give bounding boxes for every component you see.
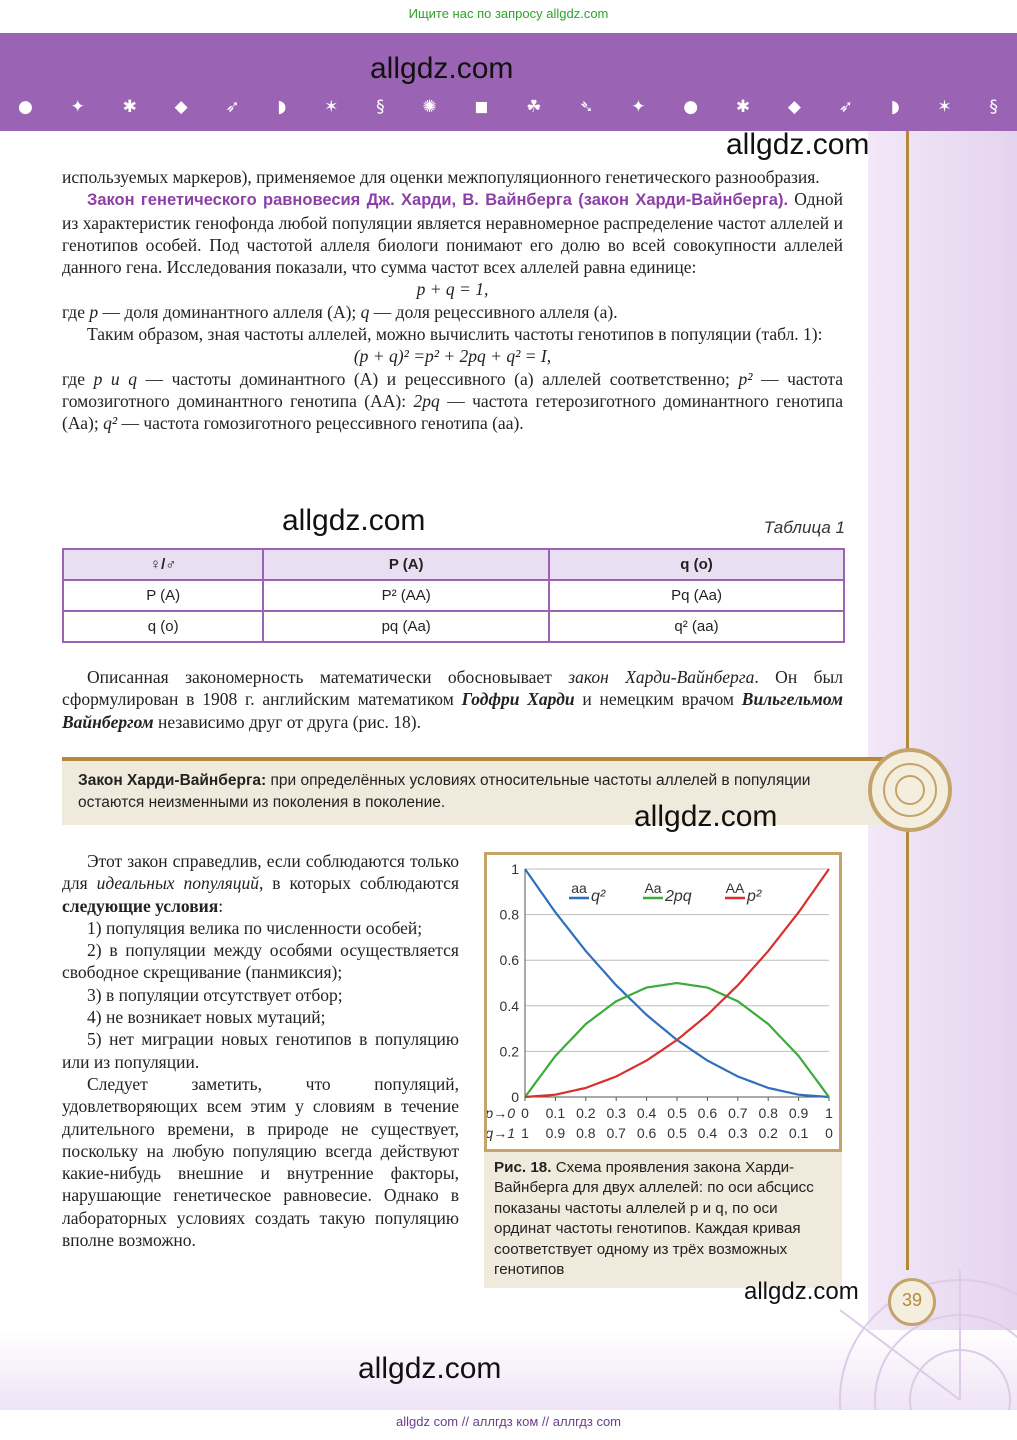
p-tick-label: 0.2 — [576, 1105, 596, 1121]
elk-icon: ◆ — [787, 97, 801, 117]
boar-icon: ● — [18, 97, 33, 117]
paragraph: где p и q — частоты доминантного (А) и рецессивного (а) аллелей соответственно; p² — частота гомозиготного доминантного генотипа (АА): 2pq — частота гетерозиготного доминантного генотипа (Аа); q² — частота гомозиготного рецессивного генотипа (аа). — [62, 368, 844, 434]
legend-formula: p² — [747, 888, 762, 905]
p-tick-label: 0.6 — [697, 1105, 718, 1121]
table-header-cell: ♀/♂ — [63, 549, 263, 580]
y-tick-label: 0.4 — [499, 997, 519, 1014]
conditions-text — [62, 850, 459, 1251]
watermark: allgdz.com — [726, 128, 870, 161]
q-tick-label: 0.8 — [576, 1125, 596, 1141]
watermark: allgdz.com — [282, 504, 426, 537]
y-tick-label: 0.8 — [499, 906, 519, 923]
butterfly-icon: ✦ — [70, 97, 85, 117]
paragraph: Этот закон справедлив, если соблюдаются только для идеальных популяций, в которых соблюдаются следующие условия: — [62, 851, 459, 916]
genotype-table — [62, 548, 845, 643]
butterfly-icon: ✦ — [631, 97, 646, 117]
q-tick-label: 0.5 — [667, 1125, 687, 1141]
figure-label: Рис. 18. — [494, 1159, 552, 1176]
q-axis-label: q→1 — [487, 1125, 515, 1141]
bull-icon: ◼ — [474, 97, 489, 117]
chart-svg — [487, 855, 839, 1149]
p-tick-label: 0.9 — [788, 1105, 809, 1121]
seahorse-icon: § — [376, 97, 385, 117]
table-header-cell: P (A) — [263, 549, 549, 580]
paragraph: Таким образом, зная частоты аллелей, можно вычислить частоты генотипов в популяции (табл. 1): — [87, 324, 823, 345]
q-tick-label: 0.6 — [636, 1125, 657, 1141]
q-tick-label: 0.4 — [697, 1125, 718, 1141]
law-title: Закон Харди-Вайнберга: — [78, 772, 267, 789]
legend-formula: 2pq — [665, 888, 692, 905]
figure-caption — [494, 1158, 839, 1280]
legend-formula: q² — [591, 888, 606, 905]
q-tick-label: 0.7 — [606, 1125, 626, 1141]
paragraph — [62, 188, 843, 278]
paragraph: Описанная закономерность математически обосновывает закон Харди-Вайнберга. Он был сформулирован в 1908 г. английским математиком Годфри Харди и немецким врачом Вильгельмом Вайнбергом независимо друг от друга (рис. 18). — [62, 667, 844, 732]
bee-icon: ✺ — [422, 97, 437, 117]
top-note: Ищите нас по запросу allgdz.com — [408, 6, 609, 21]
monkey-icon: ☘ — [526, 97, 542, 117]
legend-genotype: AA — [725, 880, 745, 896]
p-tick-label: 0.8 — [758, 1105, 778, 1121]
scorpion-icon: ✱ — [735, 97, 751, 117]
formula: (p + q)² =p² + 2pq + q² = I, — [353, 346, 552, 367]
margin-line — [906, 131, 909, 751]
margin-line — [906, 830, 909, 1270]
paragraph: используемых маркеров), применяемое для оценки межпопуляционного генетического разнообразия. — [62, 167, 820, 187]
lizard-icon: ➴ — [579, 97, 594, 117]
table-cell: P (A) — [63, 580, 263, 611]
footer: allgdz com // аллгдз ком // аллгдз com — [395, 1414, 622, 1429]
q-tick-label: 0.2 — [758, 1125, 778, 1141]
page-number: 39 — [901, 1290, 923, 1310]
table-caption: Таблица 1 — [763, 518, 845, 537]
bird-icon: ➶ — [838, 97, 853, 117]
paragraph: Следует заметить, что популяций, удовлетворяющих всем этим у словиям в течение длительного времени, в природе не существует, поскольку на любую популяцию всегда действуют какие-нибудь внешние и внутренние факторы, нарушающие генетическое равновесие. Однако в лабораторных условиях создать такую популяцию вполне возможно. — [62, 1073, 459, 1251]
fish-icon: ◗ — [277, 97, 287, 117]
p-tick-label: 1 — [825, 1105, 833, 1121]
watermark: allgdz.com — [744, 1278, 859, 1305]
figure-caption-body: Схема проявления закона Харди-Вайнберга для двух аллелей: по оси абсцисс показаны частоты аллелей p и q, по оси ординат частоты генотипов. Каждая кривая соответствует одному из трёх возможных генотипов — [494, 1159, 814, 1279]
q-tick-label: 0.3 — [728, 1125, 748, 1141]
condition-item: 5) нет миграции новых генотипов в популяцию или из популяции. — [62, 1029, 459, 1072]
watermark: allgdz.com — [634, 800, 778, 833]
table-cell: q² (aa) — [549, 611, 844, 642]
watermark: allgdz.com — [358, 1352, 502, 1385]
table-cell: Pq (Aa) — [549, 580, 844, 611]
p-tick-label: 0.7 — [728, 1105, 748, 1121]
frog-icon: ✶ — [324, 97, 339, 117]
q-tick-label: 0.1 — [788, 1125, 809, 1141]
animal-strip — [18, 94, 998, 120]
paragraph-body: Одной из характеристик генофонда любой популяции является неравномерное распределение частот аллелей и генотипов особей. Под частотой аллеля биологи понимают его долю во всей совокупности аллелей данного гена. Исследования показали, что сумма частот всех аллелей равна единице: — [62, 189, 843, 278]
p-tick-label: 0.4 — [636, 1105, 657, 1121]
frog-icon: ✶ — [937, 97, 952, 117]
seahorse-icon: § — [989, 97, 998, 117]
condition-item: 3) в популяции отсутствует отбор; — [87, 984, 343, 1005]
elk-icon: ◆ — [174, 97, 188, 117]
main-text — [62, 166, 843, 435]
legend-genotype: aa — [571, 880, 587, 896]
p-tick-label: 0.1 — [545, 1105, 566, 1121]
legend-genotype: Aa — [644, 880, 662, 896]
condition-item: 2) в популяции между особями осуществляется свободное скрещивание (панмиксия); — [62, 940, 459, 983]
p-tick-label: 0.5 — [667, 1105, 687, 1121]
formula: p + q = 1, — [416, 279, 489, 300]
fish-icon: ◗ — [890, 97, 900, 117]
q-tick-label: 1 — [521, 1125, 529, 1141]
p-axis-label: p→0 — [487, 1105, 515, 1121]
y-tick-label: 0.2 — [499, 1043, 519, 1060]
y-tick-label: 0.6 — [499, 952, 519, 969]
section-heading: Закон генетического равновесия Дж. Харди, В. Вайнберга (закон Харди-Вайнберга). — [87, 191, 789, 210]
hardy-weinberg-chart — [484, 852, 842, 1152]
y-tick-label: 0 — [511, 1089, 519, 1105]
p-tick-label: 0.3 — [606, 1105, 626, 1121]
p-tick-label: 0 — [521, 1105, 529, 1121]
q-tick-label: 0.9 — [545, 1125, 566, 1141]
y-tick-label: 1 — [511, 861, 519, 877]
scorpion-icon: ✱ — [122, 97, 137, 117]
bird-icon: ➶ — [225, 97, 240, 117]
main-text — [62, 666, 843, 733]
table-cell: P² (AA) — [263, 580, 549, 611]
paragraph: где p — доля доминантного аллеля (А); q — доля рецессивного аллеля (а). — [62, 301, 618, 322]
table-row — [63, 580, 844, 611]
q-tick-label: 0 — [825, 1125, 833, 1141]
table-cell: q (o) — [63, 611, 263, 642]
watermark: allgdz.com — [370, 52, 514, 85]
shell-spiral-icon — [864, 748, 960, 836]
table-cell: pq (Aa) — [263, 611, 549, 642]
condition-item: 1) популяция велика по численности особей; — [87, 917, 423, 938]
table-header-cell: q (o) — [549, 549, 844, 580]
condition-item: 4) не возникает новых мутаций; — [87, 1007, 326, 1028]
law-body: при определённых условиях относительные частоты аллелей в популяции остаются неизменными из поколения в поколение. — [78, 772, 811, 811]
table-row — [63, 611, 844, 642]
boar-icon: ● — [683, 97, 699, 117]
table-header-row — [63, 549, 844, 580]
